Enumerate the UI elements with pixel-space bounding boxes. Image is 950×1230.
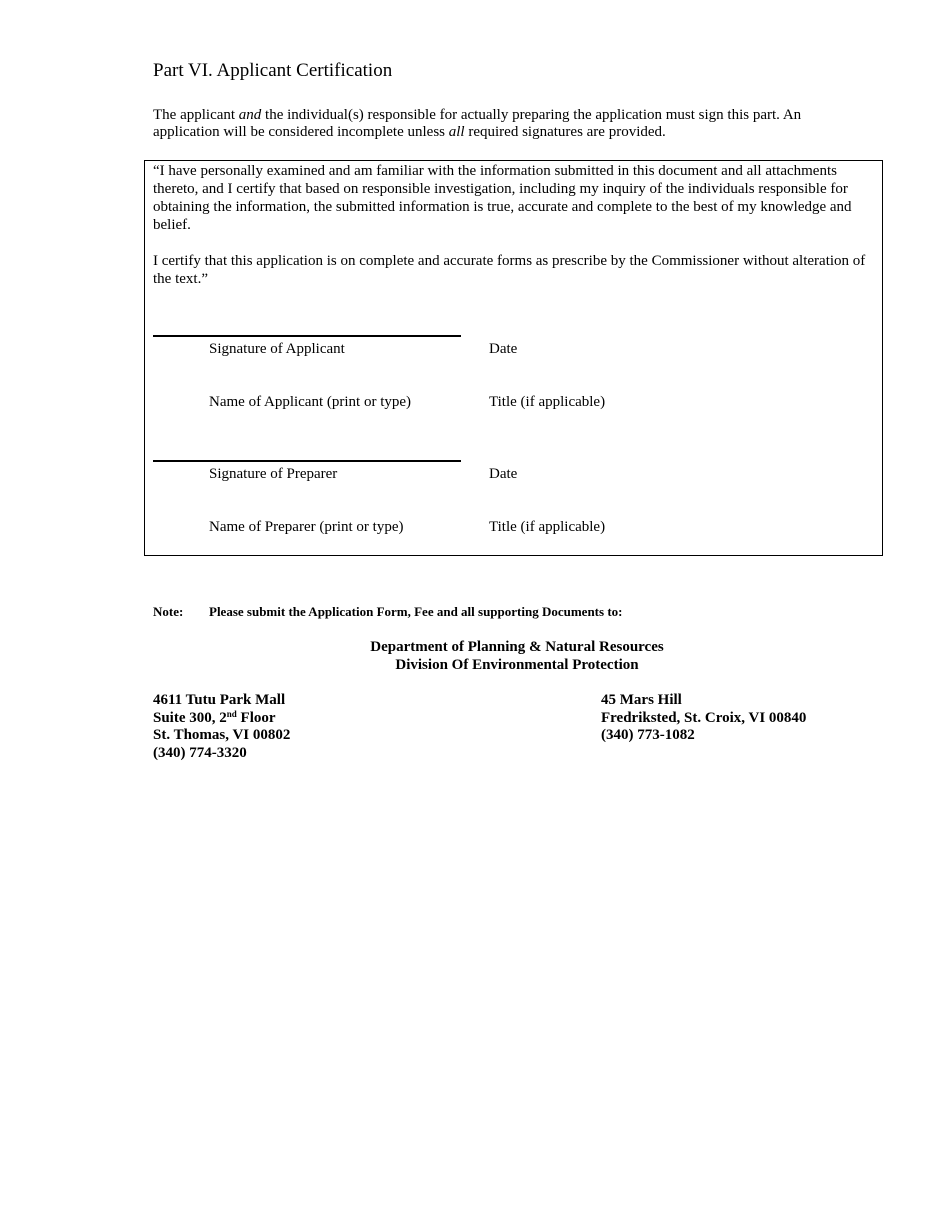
certification-paragraph-1: “I have personally examined and am familiar with the information submitted in this document and all attachments thereto, and I certify that based on responsible investigation, including my inquiry of the individuals responsible for obtaining the information, the submitted information is true, accurate and complete to the best of my knowledge and belief. bbox=[153, 163, 852, 233]
note-text: Please submit the Application Form, Fee and all supporting Documents to: bbox=[209, 604, 623, 619]
note-label: Note: bbox=[153, 604, 184, 619]
address-st-thomas-line2 bbox=[153, 710, 290, 728]
instructions-text-1: The applicant bbox=[153, 107, 239, 123]
address-st-thomas bbox=[153, 692, 290, 762]
department-name: Department of Planning & Natural Resources bbox=[370, 639, 664, 655]
page-title: Part VI. Applicant Certification bbox=[153, 60, 393, 81]
certification-statement bbox=[153, 162, 881, 288]
instructions-emphasis-all: all bbox=[448, 124, 465, 140]
preparer-signature-label: Signature of Preparer bbox=[209, 466, 338, 482]
applicant-title-label: Title (if applicable) bbox=[489, 394, 606, 410]
applicant-date-label: Date bbox=[489, 341, 518, 357]
preparer-title-label: Title (if applicable) bbox=[489, 519, 606, 535]
address-st-thomas-line1: 4611 Tutu Park Mall bbox=[153, 692, 286, 708]
preparer-date-label: Date bbox=[489, 466, 518, 482]
applicant-name-label: Name of Applicant (print or type) bbox=[209, 394, 412, 410]
address-st-croix-line1: 45 Mars Hill bbox=[601, 692, 682, 708]
address-st-croix-line2: Fredriksted, St. Croix, VI 00840 bbox=[601, 709, 807, 726]
applicant-signature-line[interactable] bbox=[153, 335, 461, 337]
instructions-text-3: required signatures are provided. bbox=[464, 124, 666, 140]
address-st-thomas-line3: St. Thomas, VI 00802 bbox=[153, 727, 291, 744]
address-st-croix bbox=[601, 692, 806, 745]
certification-paragraph-2: I certify that this application is on complete and accurate forms as prescribe by the Commissioner without alteration of the text.” bbox=[153, 253, 866, 287]
instructions-text-2: the individual(s) responsible for actually preparing the application must sign this part. An application will be considered incomplete unless bbox=[153, 107, 802, 140]
department-heading bbox=[153, 638, 881, 674]
instructions-paragraph bbox=[153, 107, 853, 141]
preparer-signature-line[interactable] bbox=[153, 460, 461, 462]
ordinal-suffix: nd bbox=[226, 708, 237, 719]
instructions-emphasis-and: and bbox=[238, 107, 262, 123]
address-st-croix-phone: (340) 773-1082 bbox=[601, 727, 695, 744]
address-st-thomas-phone: (340) 774-3320 bbox=[153, 744, 247, 761]
division-name: Division Of Environmental Protection bbox=[395, 657, 639, 673]
address-st-thomas-floor: Floor bbox=[236, 709, 276, 726]
address-st-thomas-suite: Suite 300, 2 bbox=[153, 709, 227, 726]
preparer-name-label: Name of Preparer (print or type) bbox=[209, 519, 404, 535]
applicant-signature-label: Signature of Applicant bbox=[209, 341, 345, 357]
